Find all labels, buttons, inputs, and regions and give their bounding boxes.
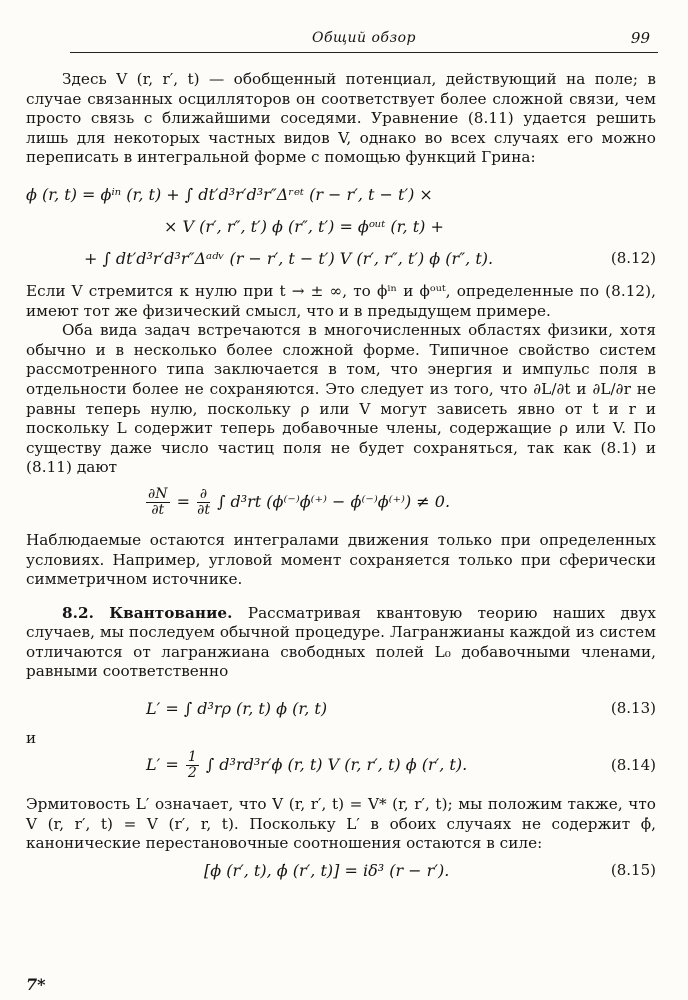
section-title: Квантование. bbox=[109, 603, 233, 622]
equation-number-8-15: (8.15) bbox=[610, 860, 656, 879]
equation-8-13-text: L′ = ∫ d³rρ (r, t) ϕ (r, t) bbox=[146, 699, 328, 719]
fraction-numerator: ∂N bbox=[148, 485, 168, 502]
equation-number-8-14: (8.14) bbox=[610, 756, 656, 775]
integral-expression: ∫ d³rt (ϕ⁽⁻⁾ϕ̇⁽⁺⁾ − ϕ̇⁽⁻⁾ϕ⁽⁺⁾) ≠ 0. bbox=[217, 491, 451, 511]
equation-8-12-line-2 bbox=[26, 212, 656, 241]
fraction-denominator: 2 bbox=[187, 765, 197, 782]
page-header bbox=[70, 28, 658, 53]
paragraph-conservation: Оба вида задач встречаются в многочисленных областях физики, хотя обычно и в несколько более сложной форме. Типичное свойство систем рассмотренного типа заключается в том, что энергия и импульс поля в отдельности более не сохраняются. Это следует из того, что ∂L/∂t и ∂L/∂r не равны теперь нулю, поскольку ρ или V могут зависеть явно от t и r и поскольку L содержит теперь добавочные члены, содержащие ρ или V. По существу даже число частиц поля не будет сохраняться, так как (8.1) и (8.11) дают bbox=[26, 321, 656, 477]
page-number: 99 bbox=[630, 29, 650, 47]
equation-particle-number bbox=[26, 485, 656, 519]
page-body bbox=[26, 70, 656, 885]
section-number: 8.2. bbox=[62, 603, 94, 622]
paragraph-hermiticity: Эрмитовость L′ означает, что V (r, r′, t) = V* (r, r′, t); мы положим также, что V (r, r′, t) = V (r′, r, t). Поскольку L′ в обоих случаях не содержит ϕ̇, канонические перестановочные соотношения остаются в силе: bbox=[26, 795, 656, 853]
equation-8-13 bbox=[26, 694, 656, 723]
paragraph-observables: Наблюдаемые остаются интегралами движения только при определенных условиях. Например, угловой момент сохраняется только при сферически симметричном источнике. bbox=[26, 530, 656, 589]
equation-8-12-line-3-text: + ∫ dt′d³r′d³r″Δᵃᵈᵛ (r − r′, t − t′) V (r′, r″, t′) ϕ (r″, t). bbox=[84, 248, 494, 268]
paragraph-limits: Если V стремится к нулю при t → ± ∞, то ϕⁱⁿ и ϕᵒᵘᵗ, определенные по (8.12), имеют тот же физический смысл, что и в предыдущем примере. bbox=[26, 281, 656, 320]
fraction-dN-dt bbox=[146, 487, 170, 518]
equation-8-12-line-1 bbox=[26, 180, 656, 209]
fraction-numerator: 1 bbox=[187, 749, 197, 766]
equation-8-14 bbox=[26, 747, 656, 783]
equation-8-15 bbox=[26, 856, 656, 885]
equals-sign: = bbox=[176, 491, 190, 511]
running-title: Общий обзор bbox=[311, 30, 417, 46]
equation-8-12-line-3 bbox=[26, 244, 656, 273]
fraction-denominator: ∂t bbox=[197, 501, 210, 518]
equation-8-14-lhs: L′ = bbox=[146, 755, 179, 775]
equation-8-12-line-2-text: × V (r′, r″, t′) ϕ (r″, t′) = ϕᵒᵘᵗ (r, t) + bbox=[164, 216, 444, 236]
equation-8-12-line-1-text: ϕ (r, t) = ϕⁱⁿ (r, t) + ∫ dt′d³r′d³r″Δʳᵉᵗ (r − r′, t − t′) × bbox=[26, 184, 433, 204]
section-8-2-paragraph bbox=[26, 604, 656, 682]
paragraph-potential: Здесь V (r, r′, t) — обобщенный потенциал, действующий на поле; в случае связанных осцилляторов он соответствует более сложной связи, чем просто связь с ближайшими соседями. Уравнение (8.11) удается решить лишь для некоторых частных видов V, однако во всех случаях его можно переписать в интегральной форме с помощью функций Грина: bbox=[26, 70, 656, 167]
equation-number-8-13: (8.13) bbox=[610, 699, 656, 718]
fraction-numerator: ∂ bbox=[197, 487, 210, 503]
section-8-2-text: Рассматривая квантовую теорию наших двух случаев, мы последуем обычной процедуре. Лагранжианы каждой из систем отличаются от лагранжиана свободных полей L₀ добавочными членами, равными соответственно bbox=[26, 603, 656, 681]
equation-8-15-text: [ϕ (r′, t), ϕ̇ (r′, t)] = iδ³ (r − r′). bbox=[204, 860, 450, 880]
fraction-denominator: ∂t bbox=[151, 501, 165, 518]
equation-8-14-rhs: ∫ d³rd³r′ϕ (r, t) V (r, r′, t) ϕ (r′, t). bbox=[205, 755, 468, 775]
signature-mark: 7* bbox=[26, 975, 46, 994]
equation-number-8-12: (8.12) bbox=[610, 248, 656, 267]
fraction-one-half bbox=[186, 750, 199, 781]
conjunction-and: и bbox=[26, 729, 37, 748]
fraction-d-dt bbox=[197, 487, 210, 518]
